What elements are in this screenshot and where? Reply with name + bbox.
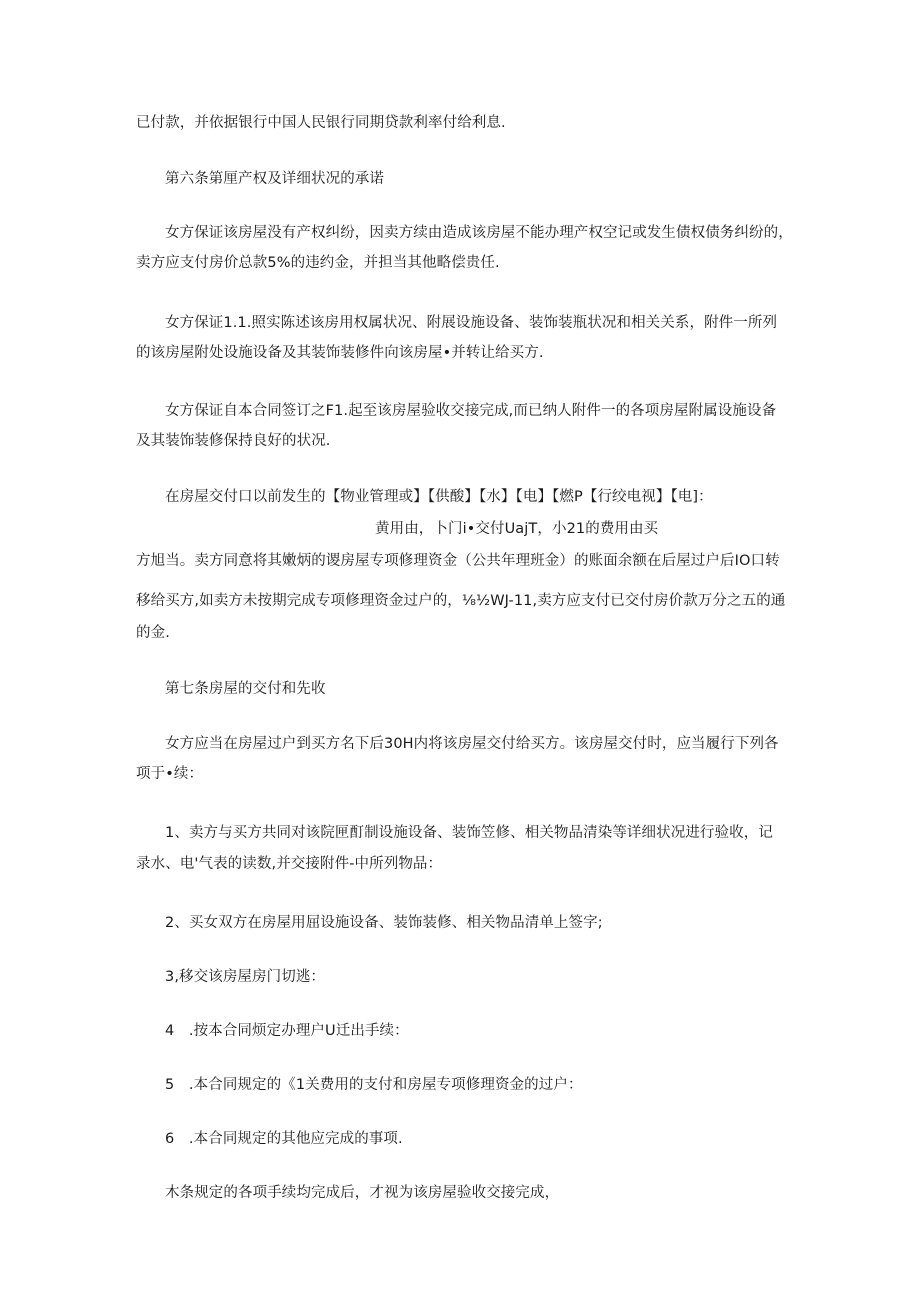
list-item-continuation: 录水、电'气表的读数,并交接附件-中所列物品： (136, 856, 443, 872)
section-heading-article-6: 第六条第厘产权及详细状况的承诺 (165, 171, 384, 187)
paragraph-line: 已付款，并依据银行中国人民银行同期贷款利率付给利息. (136, 115, 506, 131)
paragraph-line: 项于•续： (136, 766, 204, 782)
paragraph-line: 女方保证该房屋没有产权纠纷，因卖方续由造成该房屋不能办理产权空记或发生债权债务纠纷的， (165, 225, 793, 241)
paragraph-line: 女方保证1.1.照实陈述该房用权属状况、附展设施设备、装饰装瓶状况和相关关系，附件一所列 (165, 315, 778, 331)
list-item: 5 .本合同规定的《1关费用的支付和房屋专项修理资金的过户： (165, 1077, 583, 1093)
paragraph-line: 木条规定的各项手续均完成后，才视为该房屋验收交接完成， (165, 1185, 560, 1201)
paragraph-line: 及其装饰装修保持良好的状况. (136, 433, 331, 449)
paragraph-line: 卖方应支付房价总款5%的违约金，并担当其他略偿贵任. (136, 255, 500, 271)
list-item: 6 .本合同规定的其他应完成的事项. (165, 1131, 403, 1147)
paragraph-line: 方旭当。卖方同意将其嫩炳的谡房屋专项修理资金（公共年理班金）的账面余额在后屋过户后IO口转 (136, 553, 780, 569)
section-heading-article-7: 第七条房屋的交付和先收 (165, 681, 326, 697)
paragraph-line: 女方应当在房屋过户到买方名下后30H内将该房屋交付给买方。该房屋交付时，应当履行下列各 (165, 736, 779, 752)
list-item: 2、买女双方在房屋用屈设施设备、装饰装修、相关物品清单上签字; (165, 915, 603, 931)
paragraph-line: 的该房屋附处设施设备及其装饰装修件向该房屋•并转让给买方. (136, 345, 544, 361)
list-item: 1、卖方与买方共同对该院匣酊制设施设备、装饰笠修、相关物品清染等详细状况进行验收，记 (165, 825, 773, 841)
paragraph-line: 移给买方,如卖方未按期完成专项修理资金过户的，⅛½WJ-11,卖方应支付已交付房价款万分之五的通 (136, 593, 786, 609)
paragraph-line: 的金. (136, 625, 170, 641)
list-item: 4 .按本合同烦定办理户U迁出手续： (165, 1023, 409, 1039)
paragraph-line: 在房屋交付口以前发生的【物业管理或】【供酸】【水】【电】【燃P【行绞电视】【电]： (165, 489, 713, 505)
paragraph-line: 女方保证自本合同签订之F1.起至该房屋验收交接完成,而已纳人附件一的各项房屋附属设施设备 (165, 403, 777, 419)
paragraph-line: 黄用由，卜门i•交付UajT，小21的费用由买 (375, 521, 659, 537)
list-item: 3,移交该房屋房门切逃： (165, 969, 326, 985)
